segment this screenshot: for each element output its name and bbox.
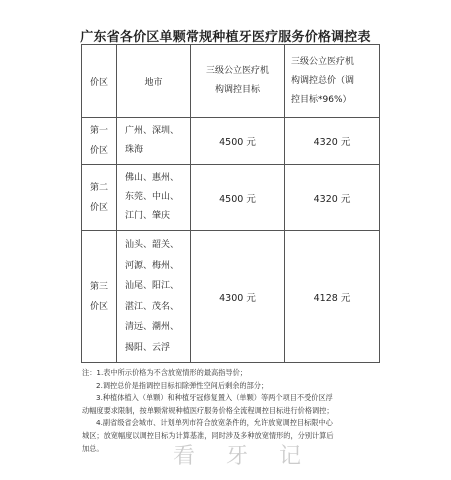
table-header-row xyxy=(82,45,380,118)
header-cities: 地市 xyxy=(117,45,191,118)
header-region: 价区 xyxy=(82,45,117,118)
note-line: 城区；放宽幅度以调控目标为计算基准，同时涉及多种放宽情形的，分别计算后 xyxy=(82,430,334,440)
note-line: 注：1.表中所示价格为不含放宽情形的最高指导价； xyxy=(82,368,247,377)
target-price: 4500 元 xyxy=(191,165,285,231)
total-price: 4320 元 xyxy=(285,165,380,231)
cities-cell: 汕头、韶关、 河源、梅州、 汕尾、阳江、 湛江、茂名、 清远、潮州、 揭阳、云浮 xyxy=(117,231,191,363)
header-target: 三级公立医疗机 构调控目标 xyxy=(191,45,285,118)
total-price: 4320 元 xyxy=(285,118,380,165)
region-cell: 第一 价区 xyxy=(82,118,117,165)
target-price: 4300 元 xyxy=(191,231,285,363)
table-row xyxy=(82,165,380,231)
note-line: 4.副省级省会城市、计划单列市符合放宽条件的，允许放宽调控目标限中心 xyxy=(96,418,333,428)
watermark: 看 牙 记 xyxy=(173,444,313,469)
note-line: 动幅度要求限制，按单颗常规种植医疗服务价格全流程调控目标进行价格调控； xyxy=(82,405,334,415)
total-price: 4128 元 xyxy=(285,231,380,363)
price-table xyxy=(81,44,380,363)
header-total: 三级公立医疗机 构调控总价（调 控目标*96%） xyxy=(285,45,380,118)
cities-cell: 佛山、惠州、 东莞、中山、 江门、肇庆 xyxy=(117,165,191,231)
region-cell: 第三 价区 xyxy=(82,231,117,363)
note-line: 3.种植体植入（单颗）和种植牙冠修复置入（单颗）等两个项目不受价区浮 xyxy=(96,393,333,403)
note-line: 加总。 xyxy=(82,443,104,453)
table-row xyxy=(82,231,380,363)
target-price: 4500 元 xyxy=(191,118,285,165)
table-row xyxy=(82,118,380,165)
cities-cell: 广州、深圳、 珠海 xyxy=(117,118,191,165)
page-title: 广东省各价区单颗常规种植牙医疗服务价格调控表 xyxy=(80,30,371,45)
region-cell: 第二 价区 xyxy=(82,165,117,231)
note-line: 2.调控总价是指调控目标扣除弹性空间后剩余的部分； xyxy=(96,380,269,390)
